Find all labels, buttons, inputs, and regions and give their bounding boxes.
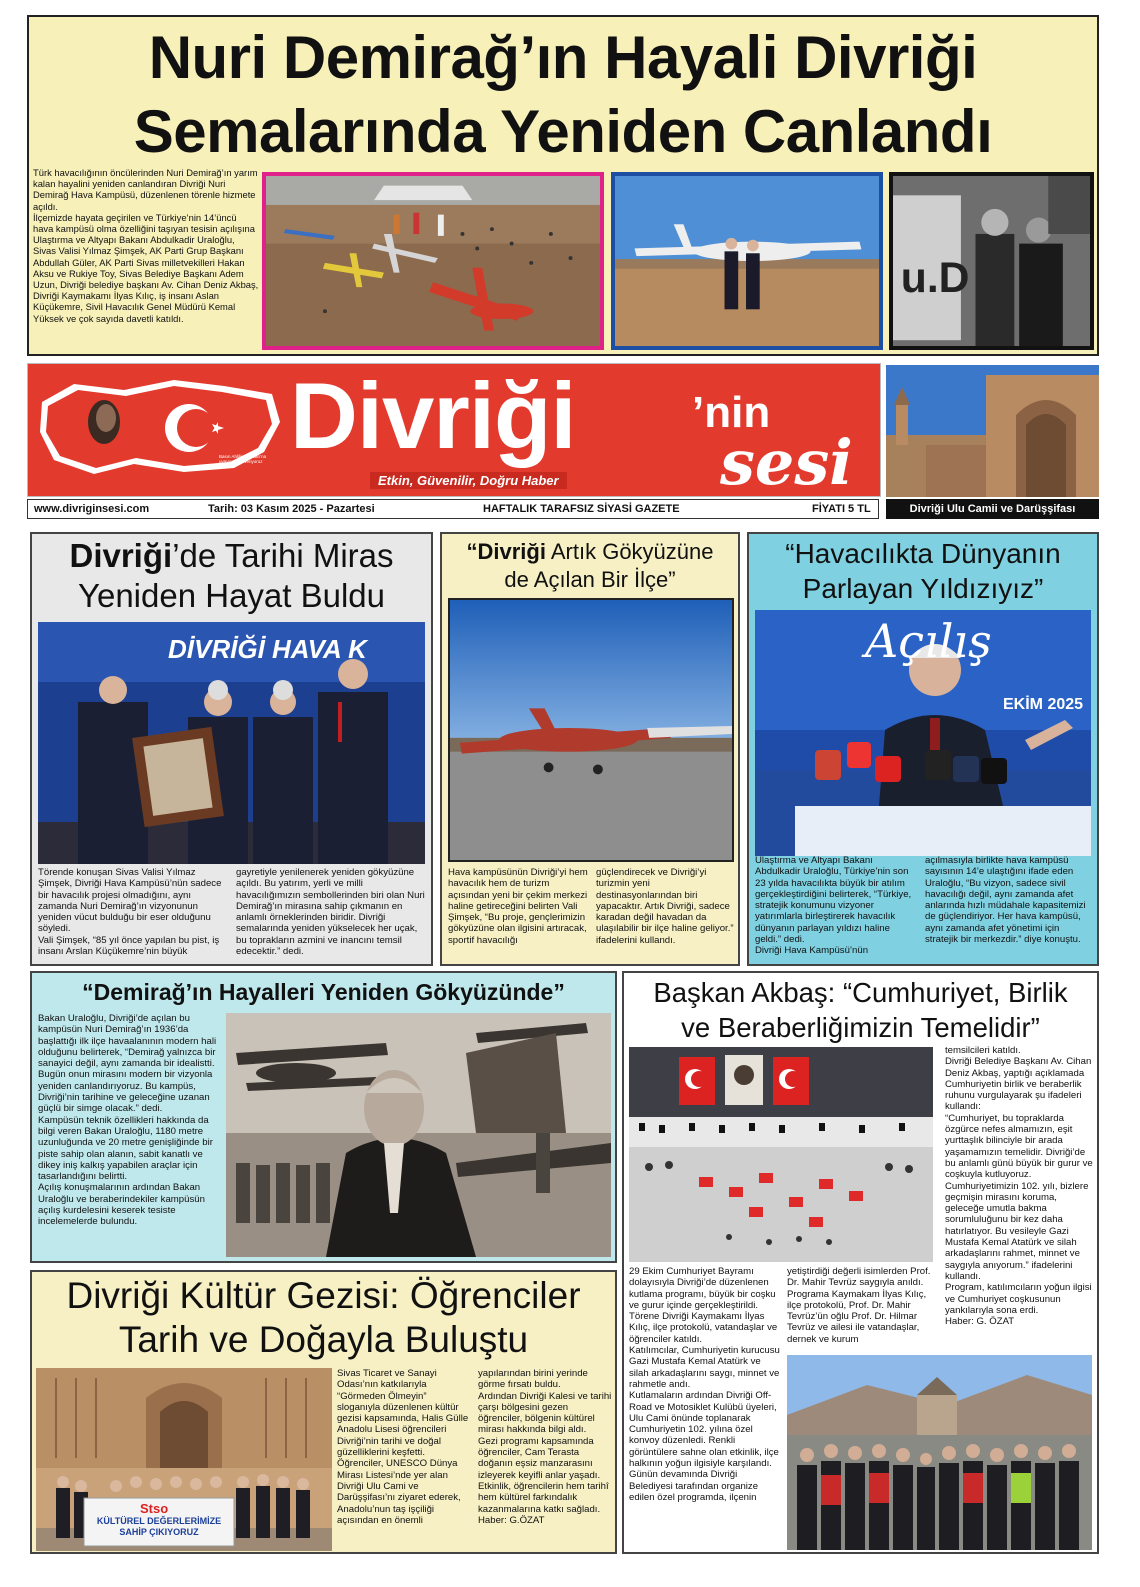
headline-line1: Nuri Demirağ’ın Hayali Divriği [148, 24, 978, 91]
article3-photo-sign2: EKİM 2025 [1003, 696, 1084, 713]
article6-title [32, 1274, 615, 1362]
article6-col2: yapılarından birini yerinde görme fırsatı buldu. Ardından Divriği Kalesi ve tarihi çarşı bölgesini gezen öğrenciler, bölgenin kültürel mirası hakkında bilgi aldı. Gezi programı kapsamında öğrenciler, Cam Terasta doğanın eşsiz manzarasını izleyerek keyifli anlar yaşadı. Etkinlik, öğrencilerin hem tarihî hem kültürel farkındalık kazanmalarına katkı sağladı. Haber: G.ÖZAT [478, 1368, 612, 1526]
students-trip-photo [36, 1368, 332, 1551]
prof-memorial-photo [787, 1355, 1092, 1550]
article2-col2: güçlendirecek ve Divriği’yi turizmin yeni destinasyonlarından biri yapacaktır. Artık Divriği, sadece karadan değil havadan da ulaşılabilir bir ilçe haline geliyor.” ifadelerini kullandı. [596, 867, 734, 946]
article5-col2: yetiştirdiği değerli isimlerden Prof. Dr. Mahir Tevrüz saygıyla anıldı. Programa Kaymakam İlyas Kılıç, ilçe protokolü, Prof. Dr. Mahir Tevrüz’ün oğlu Prof. Dr. Hilmar Tevrüz ve ailesi ile vatandaşlar, dernek ve kurum [787, 1266, 931, 1345]
article5-title-line2: ve Beraberliğimizin Temelidir” [681, 1012, 1040, 1043]
masthead [27, 363, 881, 497]
masthead-slogan: Etkin, Güvenilir, Doğru Haber [370, 472, 567, 489]
article1-title-line2: Yeniden Hayat Buldu [77, 577, 386, 614]
article6-title-line2: Tarih ve Doğayla Buluştu [118, 1319, 529, 1360]
banner-slogan: KÜLTÜREL DEĞERLERİMİZE SAHİP ÇIKIYORUZ [96, 1516, 222, 1537]
article6-col1: Sivas Ticaret ve Sanayi Odası’nın katkılarıyla “Görmeden Ölmeyin” sloganıyla düzenlenen kültür gezisi kapsamında, Halis Gülle Anadolu Lisesi öğrencileri Divriği’nin tarihi ve doğal güzelliklerini keşfetti. Öğrenciler, UNESCO Dünya Mirası Listesi’nde yer alan Divriği Ulu Cami ve Darüşşifası’nı ziyaret ederek, Anadolu’nun taş işçiliği açısından en önemli [337, 1368, 469, 1526]
masthead-name-suffix: ’nin [692, 388, 771, 437]
article1-col2: gayretiyle yenilenerek yeniden gökyüzüne açıldı. Bu yatırım, yerli ve milli havacılığımızın sembollerinden biri olan Nuri Demirağ’ın mirasına sahip çıkmanın en anlamlı örneklerinden biridir. Divriği semalarında yeniden yükselecek her uçak, bu toprakların azmini ve inancını temsil edecektir.” dedi. [236, 867, 425, 958]
article2-title-bold: “Divriği [466, 539, 546, 564]
info-bar [27, 499, 879, 519]
officials-plane-photo [611, 172, 883, 350]
turkey-map-logo [34, 372, 284, 490]
article3-title-line1: “Havacılıkta Dünyanın [785, 538, 1061, 569]
demirag-portrait-photo [226, 1013, 611, 1257]
masthead-name-main: Divriği [290, 363, 576, 468]
minister-speech-photo [755, 610, 1091, 856]
article-parlayan-yildiz [747, 532, 1099, 966]
ulu-camii-photo [886, 365, 1099, 497]
article-demirag-hayalleri [30, 971, 617, 1263]
svg-text:u.D: u.D [900, 253, 970, 302]
paper-type: HAFTALIK TARAFSIZ SİYASİ GAZETE [483, 503, 680, 515]
historic-demirag-photo [889, 172, 1094, 350]
article-gokyuzu-ilce [440, 532, 740, 966]
website-link[interactable]: www.divriginsesi.com [34, 503, 150, 515]
article3-col1: Ulaştırma ve Altyapı Bakanı Abdulkadir Uraloğlu, Türkiye’nin son 23 yılda havacılıkta büyük bir atılım gerçekleştirdiğini belirterek, “Türkiye, stratejik konumunu vizyoner yatırımlarla birleştirerek havacılık dünyanın parlayan yıldızı haline geldi.” dedi. Divriği Hava Kampüsü’nün [755, 855, 912, 957]
article3-title [749, 536, 1097, 606]
map-caption: Basın Ahlâk Esasları'na uymaya söz veriyoruz [219, 454, 267, 464]
banner-intro-text: Türk havacılığının öncülerinden Nuri Demirağ’ın yarım kalan hayalini yeniden canlandıran Divriği Nuri Demirağ Hava Kampüsü, düzenlenen törenle hizmete açıldı. İlçemizde hayata geçirilen ve Türkiye’nin 14’üncü hava kampüsü olma özelliğini taşıyan tesisin açılışına Ulaştırma ve Altyapı Bakanı Abdulkadir Uraloğlu, Sivas Valisi Yılmaz Şimşek, AK Parti Grup Başkanı Abdullah Güler, AK Parti Sivas milletvekilleri Hakan Aksu ve Rukiye Toy, Sivas Belediye Başkanı Adem Uzun, Divriği belediye başkanı Av. Cihan Deniz Akbaş, Divriği Kaymakamı İlyas Kılıç, iş insanı Aslan Küçükemre, Sivil Havacılık Genel Müdürü Kemal Yüksek ve çok sayıda davetli katıldı. [33, 167, 259, 324]
article4-title: “Demirağ’ın Hayalleri Yeniden Gökyüzünde” [82, 979, 565, 1005]
article-cumhuriyet [622, 971, 1099, 1554]
article1-photo-sign: DİVRİĞİ HAVA K [168, 634, 367, 664]
airshow-photo [262, 172, 604, 350]
issue-date: Tarih: 03 Kasım 2025 - Pazartesi [208, 503, 375, 515]
article6-title-line1: Divriği Kültür Gezisi: Öğrenciler [66, 1275, 581, 1316]
top-banner [27, 15, 1099, 356]
masthead-name-sesi: sesi [720, 426, 853, 499]
masthead-name [290, 364, 880, 498]
article3-title-line2: Parlayan Yıldızıyız” [802, 573, 1044, 604]
article1-title [32, 536, 431, 616]
article2-title-line2: de Açılan Bir İlçe” [504, 567, 676, 592]
article1-col1: Törende konuşan Sivas Valisi Yılmaz Şimşek, Divriği Hava Kampüsü’nün sadece bir havacılık projesi olmadığını, aynı zamanda Nuri Demirağ’ın vizyonunun yeniden vücut bulduğu bir eser olduğunu söyledi. Vali Şimşek, “85 yıl önce yapılan bu pist, iş insanı Arslan Küçükemre’nin büyük [38, 867, 222, 958]
plane-runway-photo [448, 598, 734, 862]
article-tarihi-miras [30, 532, 433, 966]
ulu-camii-caption: Divriği Ulu Camii ve Darüşşifası [886, 499, 1099, 519]
article5-title-line1: Başkan Akbaş: “Cumhuriyet, Birlik [653, 977, 1068, 1008]
republic-day-photo [629, 1047, 933, 1262]
article1-title-bold: Divriği [69, 537, 173, 574]
article5-col3: temsilcileri katıldı. Divriği Belediye Başkanı Av. Cihan Deniz Akbaş, yaptığı açıklamada Cumhuriyetin birlik ve beraberlik ruhunu vurgulayarak şu ifadeleri kullandı: “Cumhuriyet, bu topraklarda özgürce nefes almamızın, eşit yurttaşlık bilinciyle bir arada yaşamamızın temelidir. Divriği’de bu anlamlı günü büyük bir gurur ve coşkuyla kutluyoruz. Cumhuriyetimizin 102. yılı, bizlere geçmişin mirasını koruma, geleceğe umutla bakma sorumluluğunu bir kez daha hatırlatıyor. Bu vesileyle Gazi Mustafa Kemal Atatürk ve silah arkadaşlarını rahmet, minnet ve saygıyla anıyorum.” ifadelerini kullandı. Program, katılımcıların yoğun ilgisi ve Cumhuriyet coşkusunun yankılarıyla sona erdi. Haber: G. ÖZAT [945, 1045, 1093, 1328]
banner-logo: Stso [140, 1501, 169, 1516]
headline-line2: Semalarında Yeniden Canlandı [133, 98, 993, 165]
article5-title [624, 975, 1097, 1045]
plaque-ceremony-photo [38, 622, 425, 864]
price: FİYATI 5 TL [812, 503, 871, 515]
article1-title-rest: ’de Tarihi Miras [172, 537, 394, 574]
article2-title [442, 538, 738, 594]
article3-photo-sign: Açılış [865, 614, 992, 668]
article5-col1: 29 Ekim Cumhuriyet Bayramı dolayısıyla Divriği’de düzenlenen kutlama programı, büyük bir coşku ve gurur içinde gerçekleştirildi. Törene Divriği Kaymakamı İlyas Kılıç, ilçe protokolü, vatandaşlar ve öğrenciler katıldı. Katılımcılar, Cumhuriyetin kurucusu Gazi Mustafa Kemal Atatürk ve silah arkadaşlarını saygı, minnet ve rahmetle andı. Kutlamaların ardından Divriği Off-Road ve Motosiklet Kulübü üyeleri, Ulu Cami önünde toplanarak Cumhuriyetin 102. yılına özel konvoy düzenledi. Renkli görüntülere sahne olan etkinlik, ilçe halkının yoğun ilgisiyle karşılandı. Günün devamında Divriği Belediyesi tarafından organize edilen özel programda, ilçenin [629, 1266, 780, 1503]
article2-col1: Hava kampüsünün Divriği’yi hem havacılık hem de turizm açısından yeni bir çekim merkezi haline getireceğini belirten Vali Şimşek, “Bu proje, gençlerimizin gökyüzüne olan ilgisini artıracak, sportif havacılığı [448, 867, 588, 946]
article3-col2: açılmasıyla birlikte hava kampüsü sayısının 14’e ulaştığını ifade eden Uraloğlu, “Bu vizyon, sadece sivil havacılığı değil, aynı zamanda afet anlarında hızlı müdahale kapasitemizi de güçlendiriyor. Her hava kampüsü, aynı zamanda afet yönetimi için stratejik bir merkezdir.” diye konuştu. [925, 855, 1086, 946]
article-kultur-gezisi [30, 1270, 617, 1554]
article4-text: Bakan Uraloğlu, Divriği’de açılan bu kampüsün Nuri Demirağ’ın 1936’da başlattığı ilk ilçe havaalanının modern hali olduğunu belirterek, “Demirağ yalnızca bir sanayici değil, aynı zamanda bir idealistti. Bugün onun mirasını modern bir vizyonla yeniden canlandırıyoruz. Bu kampüs, Divriği’nin tarihine ve geleceğine uzanan güçlü bir simge olacak.” dedi. Kampüsün teknik özellikleri hakkında da bilgi veren Bakan Uraloğlu, 1180 metre uzunluğunda ve 20 metre genişliğinde bir piste sahip olan alanın, sabit kanatlı ve dikey iniş kalkış yapabilen araçlar için tasarlandığını belirtti. Açılış konuşmalarının ardından Bakan Uraloğlu ve beraberindekiler kampüsün açılış kurdelesini keserek tesiste incelemelerde bulundu. [38, 1013, 217, 1228]
article2-title-rest: Artık Gökyüzüne [545, 539, 714, 564]
